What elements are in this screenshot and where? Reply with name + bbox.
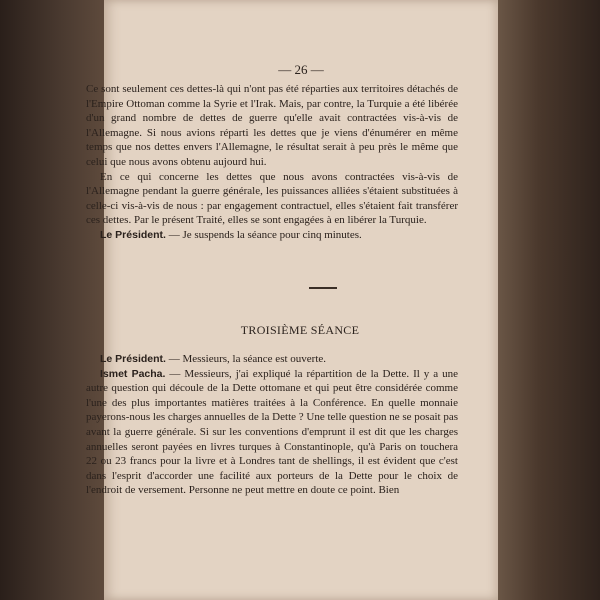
speaker-name: Ismet Pacha. (100, 367, 166, 380)
speech-president-adjourn (86, 228, 458, 243)
speech-text: — Messieurs, la séance est ouverte. (168, 353, 327, 365)
paragraph: Ce sont seulement ces dettes-là qui n'ont pas été réparties aux territoires détachés de l'Empire Ottoman comme la Syrie et l'Irak. Mais, par contre, la Turquie a été libérée d'un grand nombre de dettes de guerre qu'elle avait contractées vis-à-vis de l'Allemagne. Si nous avions réparti les dettes que je viens d'énumérer en même temps que nos dettes envers l'Allemagne, le résultat serait à peu près le même que celui que nous avons obtenu aujourd hui. (86, 83, 458, 168)
page-number: — 26 — (278, 62, 324, 77)
section-title: TROISIÈME SÉANCE (240, 323, 360, 337)
text-block-top (86, 82, 458, 243)
speech-ismet (86, 367, 458, 498)
speech-president-open (86, 352, 458, 367)
speaker-name: Le Président. (100, 353, 166, 365)
book-edge-right (498, 0, 600, 600)
text-block-bottom (86, 352, 458, 498)
speech-text: — Messieurs, j'ai expliqué la répartition de la Dette. Il y a une autre question qui découle de la Dette ottomane et qui peut être considérée comme l'une des plus importantes matières traitées à la Conférence. En quelle monnaie payerons-nous les charges annuelles de la Dette ? Une telle question ne se posait pas avant la guerre générale. Si sur les conventions d'emprunt il est dit que les charges annuelles seront payées en livres turques à Constantinople, qu'à Paris on touchera 22 ou 23 francs pour la livre et à Londres tant de shellings, il est évident que c'est dans l'esprit d'accorder une facilité aux porteurs de la Dette pour le choix de l'endroit de versement. Personne ne peut mettre en doute ce point. Bien (86, 367, 459, 497)
paragraph: En ce qui concerne les dettes que nous avons contractées vis-à-vis de l'Allemagne pendant la guerre générale, les puissances alliées s'étaient substituées à celle-ci vis-à-vis de nous : par engagement contractuel, elles s'étaient fait transférer ces dettes. Par le présent Traité, elles se sont engagées à en libérer la Turquie. (86, 170, 458, 227)
section-divider (309, 287, 337, 289)
speech-text: — Je suspends la séance pour cinq minutes. (168, 228, 362, 241)
speaker-name: Le Président. (100, 228, 166, 241)
